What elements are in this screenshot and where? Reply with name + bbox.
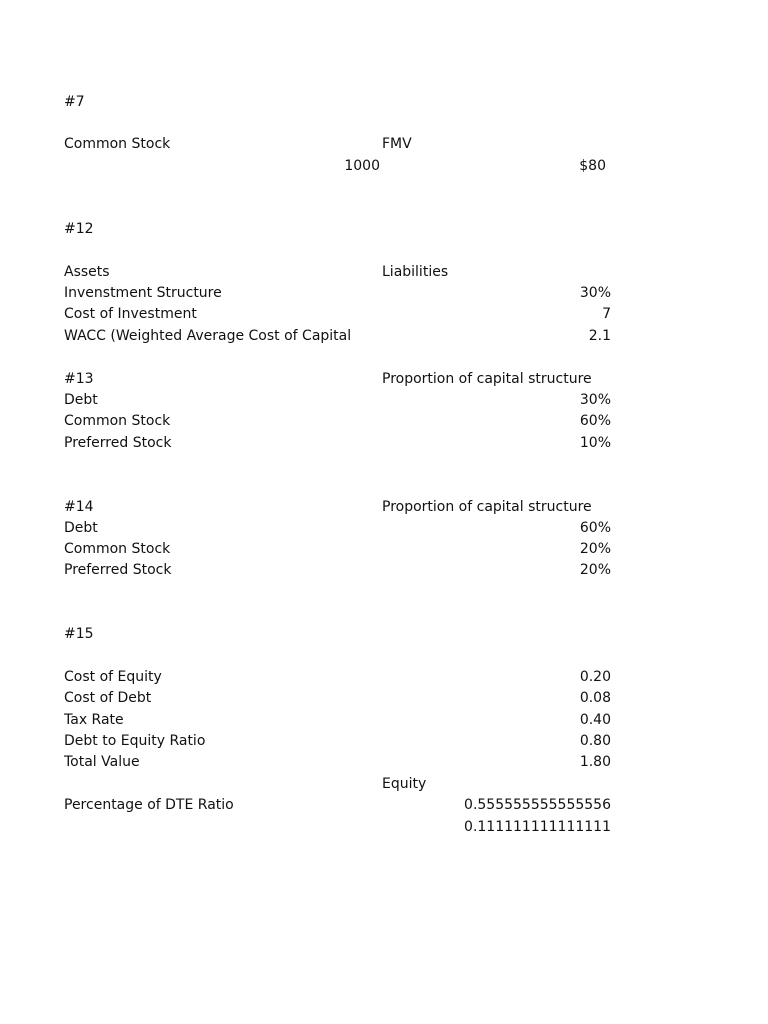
- common-stock-label: Common Stock: [64, 136, 171, 152]
- row-label: Debt to Equity Ratio: [64, 733, 206, 749]
- section-7-values-row: [0, 156, 768, 177]
- row-label: Common Stock: [64, 413, 171, 429]
- section-7-header-row: [0, 134, 768, 155]
- row-label: Invenstment Structure: [64, 285, 222, 301]
- section-12-heading: #12: [64, 221, 94, 237]
- table-row: [0, 390, 768, 411]
- table-row: [0, 411, 768, 432]
- section-15-heading: #15: [64, 626, 94, 642]
- liabilities-label: Liabilities: [382, 264, 449, 280]
- section-13-heading: #13: [64, 371, 94, 387]
- row-label: Preferred Stock: [64, 562, 172, 578]
- row-label: WACC (Weighted Average Cost of Capital: [64, 328, 352, 344]
- row-label: Cost of Debt: [64, 690, 152, 706]
- section-7-heading: #7: [64, 94, 85, 110]
- row-value: 30%: [579, 285, 611, 301]
- row-label: Common Stock: [64, 541, 171, 557]
- proportion-header: Proportion of capital structure: [382, 499, 592, 515]
- row-label: Debt: [64, 392, 98, 408]
- assets-label: Assets: [64, 264, 110, 280]
- table-row: [0, 518, 768, 539]
- row-value: 0.40: [579, 712, 611, 728]
- fmv-header: FMV: [382, 136, 412, 152]
- row-label: Preferred Stock: [64, 435, 172, 451]
- section-15-heading-row: [0, 624, 768, 645]
- table-row: [0, 560, 768, 581]
- section-7-heading-row: [0, 92, 768, 113]
- row-value: 60%: [579, 413, 611, 429]
- row-value: 10%: [579, 435, 611, 451]
- table-row: [0, 710, 768, 731]
- row-label: Debt: [64, 520, 98, 536]
- dte-ratio-value-1: 0.555555555555556: [464, 797, 611, 813]
- table-row: [0, 752, 768, 773]
- section-14-heading: #14: [64, 499, 94, 515]
- dte-ratio-row: [0, 795, 768, 816]
- section-12-header-row: [0, 262, 768, 283]
- shares-value: 1000: [344, 158, 380, 174]
- row-value: 0.20: [579, 669, 611, 685]
- section-12-heading-row: [0, 219, 768, 240]
- table-row: [0, 326, 768, 347]
- table-row: [0, 731, 768, 752]
- dte-ratio-value-2: 0.111111111111111: [464, 819, 611, 835]
- row-label: Total Value: [64, 754, 140, 770]
- table-row: [0, 283, 768, 304]
- section-14-heading-row: [0, 497, 768, 518]
- equity-header-row: [0, 774, 768, 795]
- row-value: 20%: [579, 562, 611, 578]
- row-label: Cost of Equity: [64, 669, 162, 685]
- row-value: 60%: [579, 520, 611, 536]
- row-value: 1.80: [579, 754, 611, 770]
- row-value: 30%: [579, 392, 611, 408]
- row-value: 7: [602, 306, 611, 322]
- section-13-heading-row: [0, 369, 768, 390]
- table-row: [0, 688, 768, 709]
- table-row: [0, 667, 768, 688]
- row-label: Tax Rate: [64, 712, 124, 728]
- fmv-value: $80: [579, 158, 606, 174]
- row-value: 0.08: [579, 690, 611, 706]
- proportion-header: Proportion of capital structure: [382, 371, 592, 387]
- row-value: 2.1: [588, 328, 611, 344]
- dte-ratio-label: Percentage of DTE Ratio: [64, 797, 234, 813]
- row-label: Cost of Investment: [64, 306, 197, 322]
- table-row: [0, 433, 768, 454]
- row-value: 20%: [579, 541, 611, 557]
- row-value: 0.80: [579, 733, 611, 749]
- equity-label: Equity: [382, 776, 427, 792]
- table-row: [0, 539, 768, 560]
- dte-ratio-row-2: [0, 817, 768, 838]
- table-row: [0, 304, 768, 325]
